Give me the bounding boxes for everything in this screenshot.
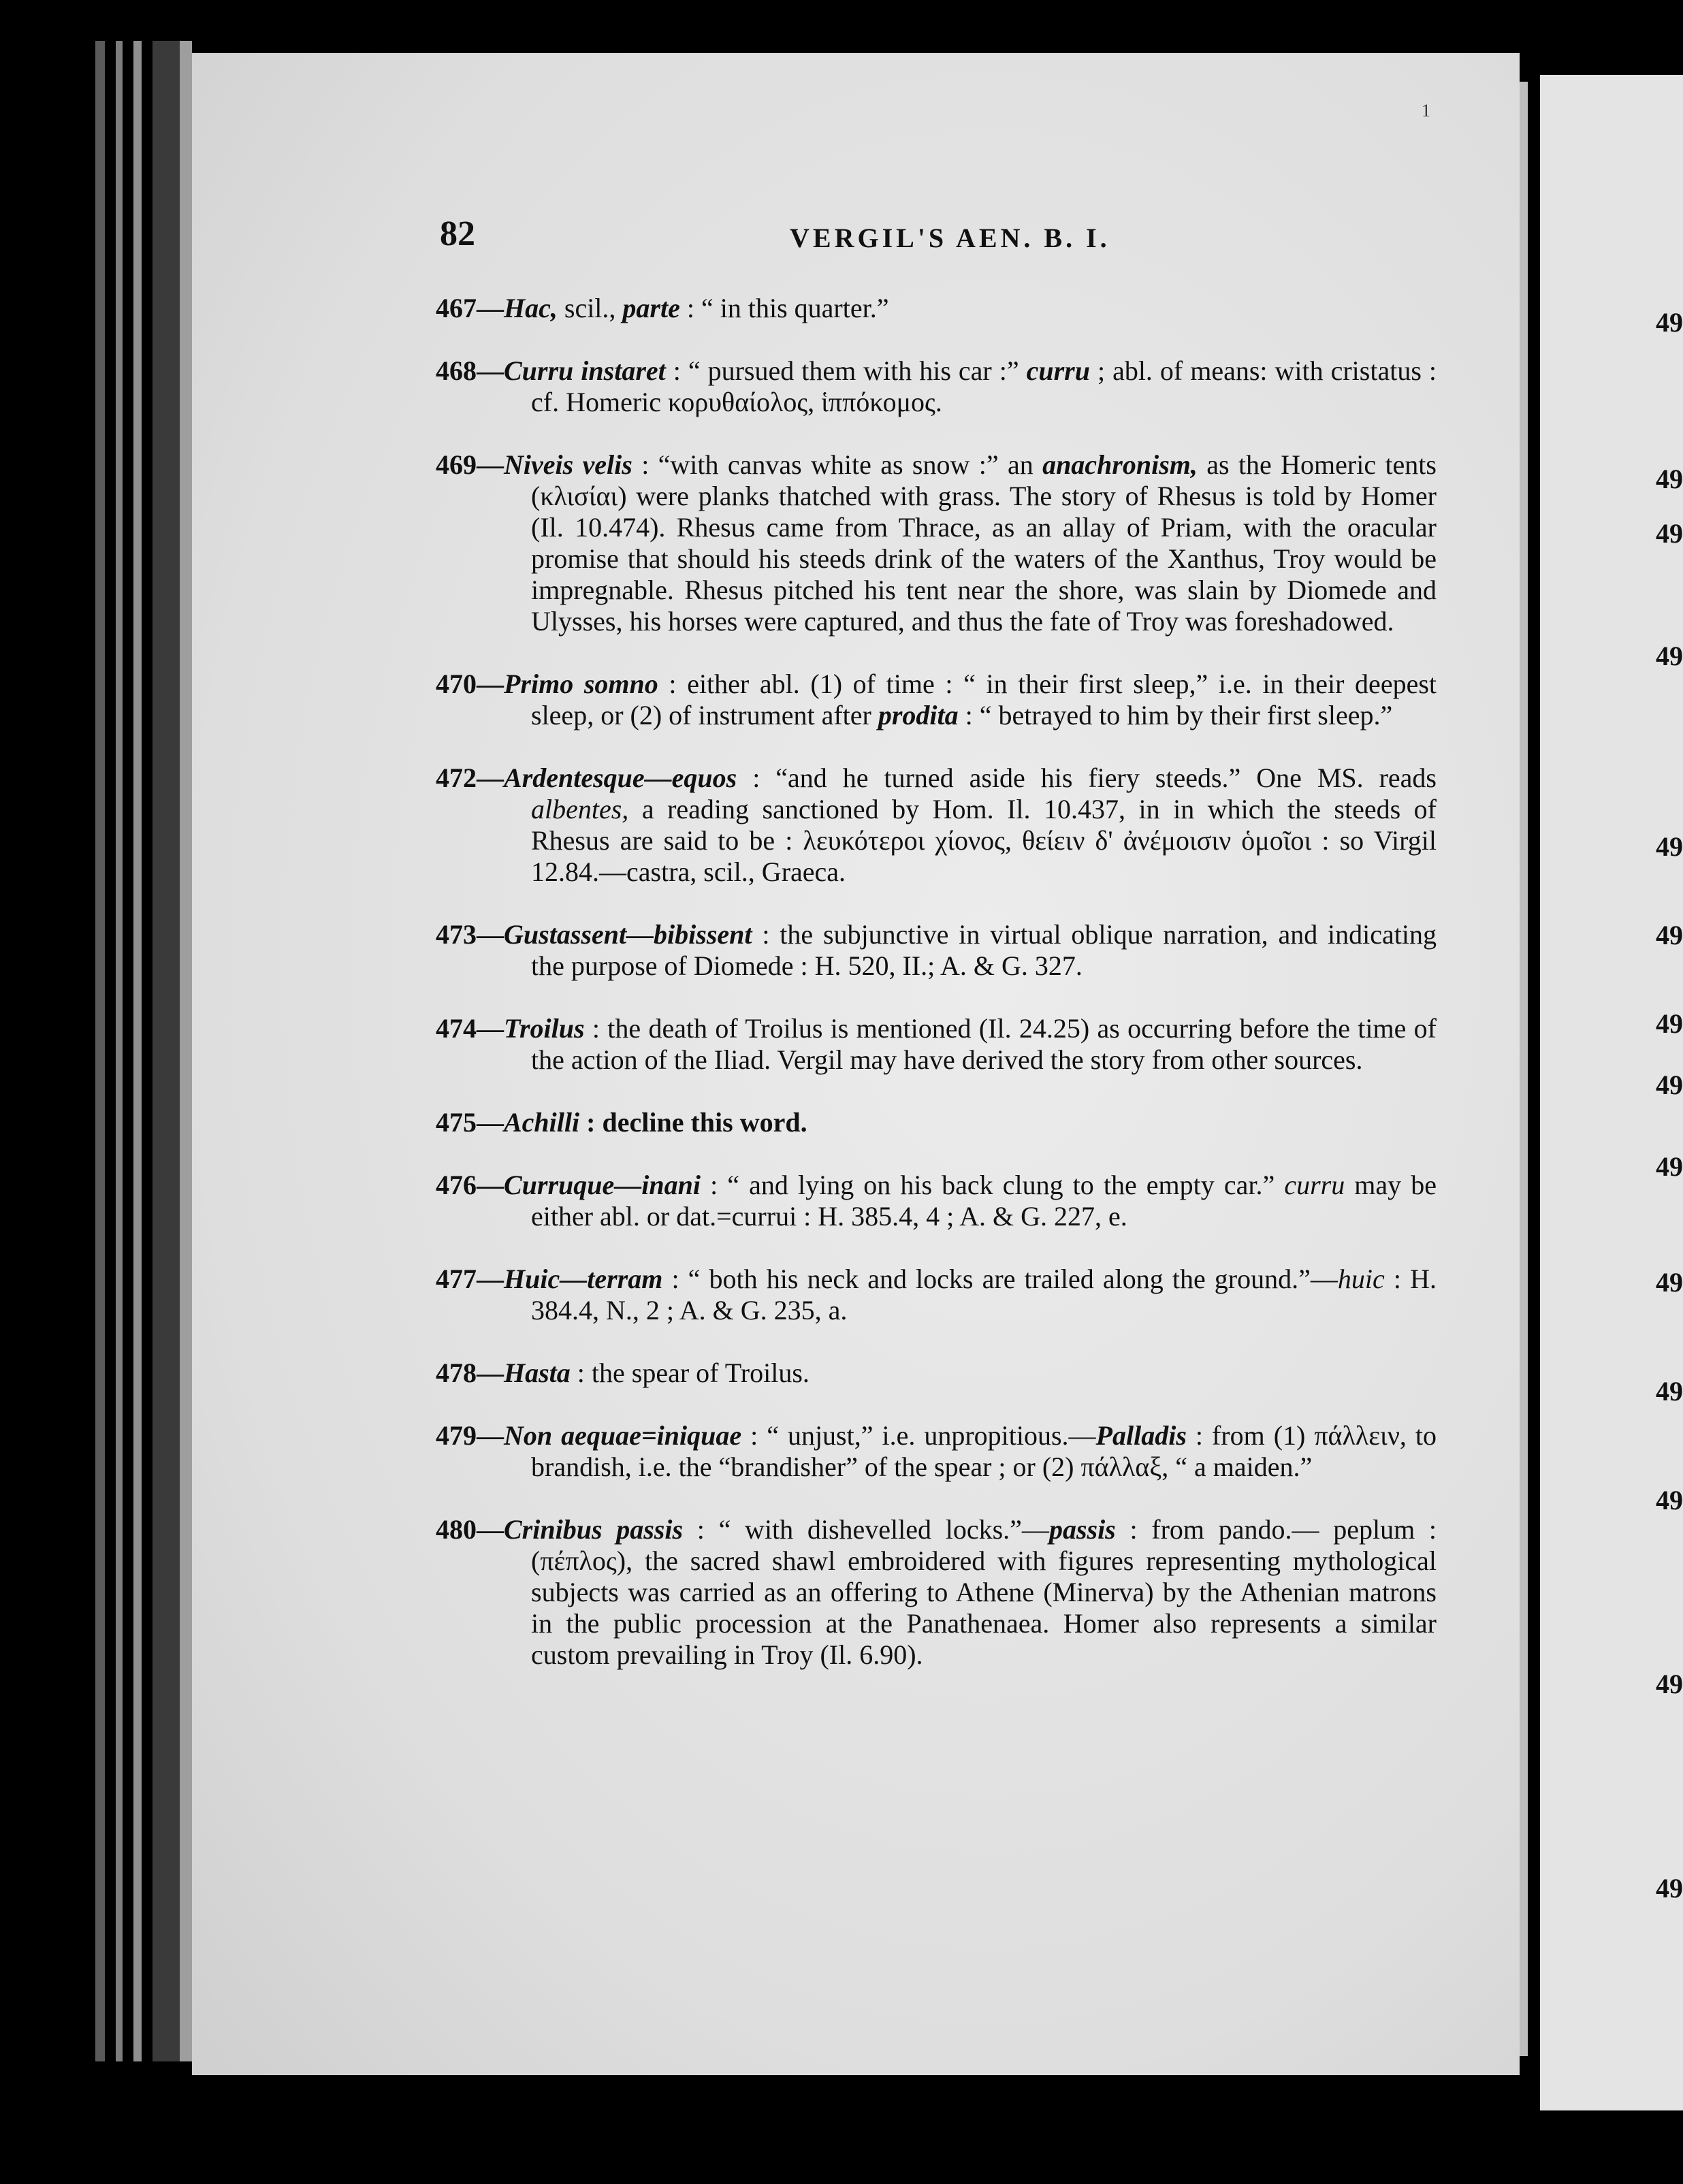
note-473	[436, 919, 1437, 982]
note-text: : from (1) πάλλειν, to brandish, i.e. the “brandisher” of the spear ; or (2) πάλλαξ, “ a maiden.”	[531, 1420, 1437, 1482]
lemma: Gustassent—bibissent	[504, 919, 752, 950]
facing-line-number: 49	[1656, 1151, 1683, 1182]
line-number: 468—	[436, 355, 504, 386]
page-number: 82	[440, 214, 475, 253]
note-467	[436, 293, 1437, 324]
facing-line-number: 49	[1656, 307, 1683, 338]
line-number: 467—	[436, 293, 504, 323]
facing-line-number: 49	[1656, 920, 1683, 950]
note-text: : “and he turned aside his fiery steeds.” One MS. reads	[737, 762, 1437, 793]
lemma-secondary: passis	[1048, 1514, 1116, 1545]
line-number: 479—	[436, 1420, 504, 1451]
note-474	[436, 1013, 1437, 1076]
note-text: a reading sanctioned by Hom. Il. 10.437, in in which the steeds of Rhesus are said to be : λευκότεροι χίονος, θείειν δ' ἀνέμοισιν ὁμοῖοι : so Virgil 12.84.—castra, scil., Graeca.	[531, 794, 1437, 887]
note-text: may be either abl. or dat.=currui : H. 385.4, 4 ; A. & G. 227, e.	[531, 1170, 1437, 1232]
note-text: : either abl. (1) of time : “ in their first sleep,” i.e. in their deepest sleep, or (2) of instrument after	[531, 669, 1437, 730]
lemma-secondary: prodita	[878, 700, 959, 730]
line-number: 477—	[436, 1264, 504, 1294]
lemma: Niveis velis	[504, 449, 632, 480]
note-text: : the death of Troilus is mentioned (Il. 24.25) as occurring before the time of the action of the Iliad. Vergil may have derived the story from other sources.	[531, 1013, 1437, 1075]
lemma: Non aequae=iniquae	[504, 1420, 742, 1451]
page-edge	[1520, 82, 1528, 2056]
book-edge	[180, 41, 192, 2061]
note-text: : the spear of Troilus.	[570, 1358, 810, 1388]
note-468	[436, 355, 1437, 418]
note-469	[436, 449, 1437, 637]
line-number: 472—	[436, 762, 504, 793]
note-477	[436, 1264, 1437, 1326]
note-text: : from pando.— peplum : (πέπλος), the sacred shawl embroidered with figures representing mythological subjects was carried as an offering to Athene (Minerva) by the Athenian matrons in the public procession at the Panathenaea. Homer also represents a similar custom prevailing in Troy (Il. 6.90).	[531, 1514, 1437, 1670]
line-number: 469—	[436, 449, 504, 480]
lemma-secondary: huic	[1337, 1264, 1385, 1294]
line-number: 476—	[436, 1170, 504, 1200]
lemma-secondary: Palladis	[1095, 1420, 1187, 1451]
lemma: Primo somno	[504, 669, 658, 699]
line-number: 474—	[436, 1013, 504, 1044]
facing-line-number: 49	[1656, 464, 1683, 494]
facing-line-number: 49	[1656, 1485, 1683, 1515]
facing-line-number: 49	[1656, 641, 1683, 671]
lemma-secondary: curru	[1026, 355, 1090, 386]
facing-line-number: 49	[1656, 1669, 1683, 1699]
line-number: 478—	[436, 1358, 504, 1388]
line-number: 480—	[436, 1514, 504, 1545]
book-edge	[133, 41, 142, 2061]
note-text: : “ and lying on his back clung to the empty car.”	[701, 1170, 1285, 1200]
lemma: Hac,	[504, 293, 558, 323]
facing-page	[1540, 75, 1683, 2110]
note-472	[436, 762, 1437, 888]
note-text: : “ unjust,” i.e. unpropitious.—	[741, 1420, 1096, 1451]
note-text: : “ pursued them with his car :”	[665, 355, 1027, 386]
commentary-notes	[436, 293, 1437, 1702]
lemma: Achilli	[504, 1107, 580, 1138]
note-text: : “ in this quarter.”	[679, 293, 889, 323]
facing-line-number: 49	[1656, 831, 1683, 862]
lemma-secondary: anachronism,	[1042, 449, 1198, 480]
note-480	[436, 1514, 1437, 1671]
line-number: 470—	[436, 669, 504, 699]
note-text: : “ both his neck and locks are trailed along the ground.”—	[662, 1264, 1338, 1294]
lemma-secondary: curru	[1284, 1170, 1345, 1200]
facing-line-number: 49	[1656, 518, 1683, 549]
note-478	[436, 1358, 1437, 1389]
note-text: as the Homeric tents (κλισίαι) were planks thatched with grass. The story of Rhesus is told by Homer (Il. 10.474). Rhesus came from Thrace, as an allay of Priam, with the oracular promise that should his steeds drink of the waters of the Xanthus, Troy would be impregnable. Rhesus pitched his tent near the shore, was slain by Diomede and Ulysses, his horses were captured, and thus the fate of Troy was foreshadowed.	[531, 449, 1437, 637]
book-edge	[153, 41, 180, 2061]
note-text: scil.,	[557, 293, 623, 323]
lemma: Curru instaret	[504, 355, 666, 386]
facing-line-number: 49	[1656, 1376, 1683, 1407]
note-text: : the subjunctive in virtual oblique narration, and indicating the purpose of Diomede : H. 520, II.; A. & G. 327.	[531, 919, 1437, 981]
note-470	[436, 669, 1437, 731]
facing-line-number: 49	[1656, 1070, 1683, 1100]
lemma: Troilus	[504, 1013, 585, 1044]
lemma: Ardentesque—equos	[504, 762, 737, 793]
facing-line-number: 49	[1656, 1873, 1683, 1904]
facing-line-number: 49	[1656, 1267, 1683, 1298]
note-text: : “ betrayed to him by their first sleep.”	[958, 700, 1393, 730]
running-head: VERGIL'S AEN. B. I.	[790, 223, 1110, 253]
lemma: Huic—terram	[504, 1264, 663, 1294]
lemma: Hasta	[504, 1358, 571, 1388]
line-number: 475—	[436, 1107, 504, 1138]
lemma-secondary: albentes,	[531, 794, 629, 824]
note-479	[436, 1420, 1437, 1483]
lemma-secondary: parte	[622, 293, 680, 323]
note-text: : “ with dishevelled locks.”—	[683, 1514, 1049, 1545]
note-475	[436, 1107, 1437, 1138]
note-text: : H. 384.4, N., 2 ; A. & G. 235, a.	[531, 1264, 1437, 1326]
lemma: Crinibus passis	[504, 1514, 684, 1545]
note-text: ; abl. of means: with cristatus : cf. Homeric κορυθαίολος, ἱππόκομος.	[531, 355, 1437, 417]
book-edge	[116, 41, 123, 2061]
facing-line-number: 49	[1656, 1008, 1683, 1039]
book-edge	[95, 41, 105, 2061]
corner-mark: 1	[1422, 101, 1430, 121]
lemma: Curruque—inani	[504, 1170, 701, 1200]
note-text: : “with canvas white as snow :” an	[632, 449, 1043, 480]
line-number: 473—	[436, 919, 504, 950]
note-text: : decline this word.	[579, 1107, 807, 1138]
note-476	[436, 1170, 1437, 1232]
